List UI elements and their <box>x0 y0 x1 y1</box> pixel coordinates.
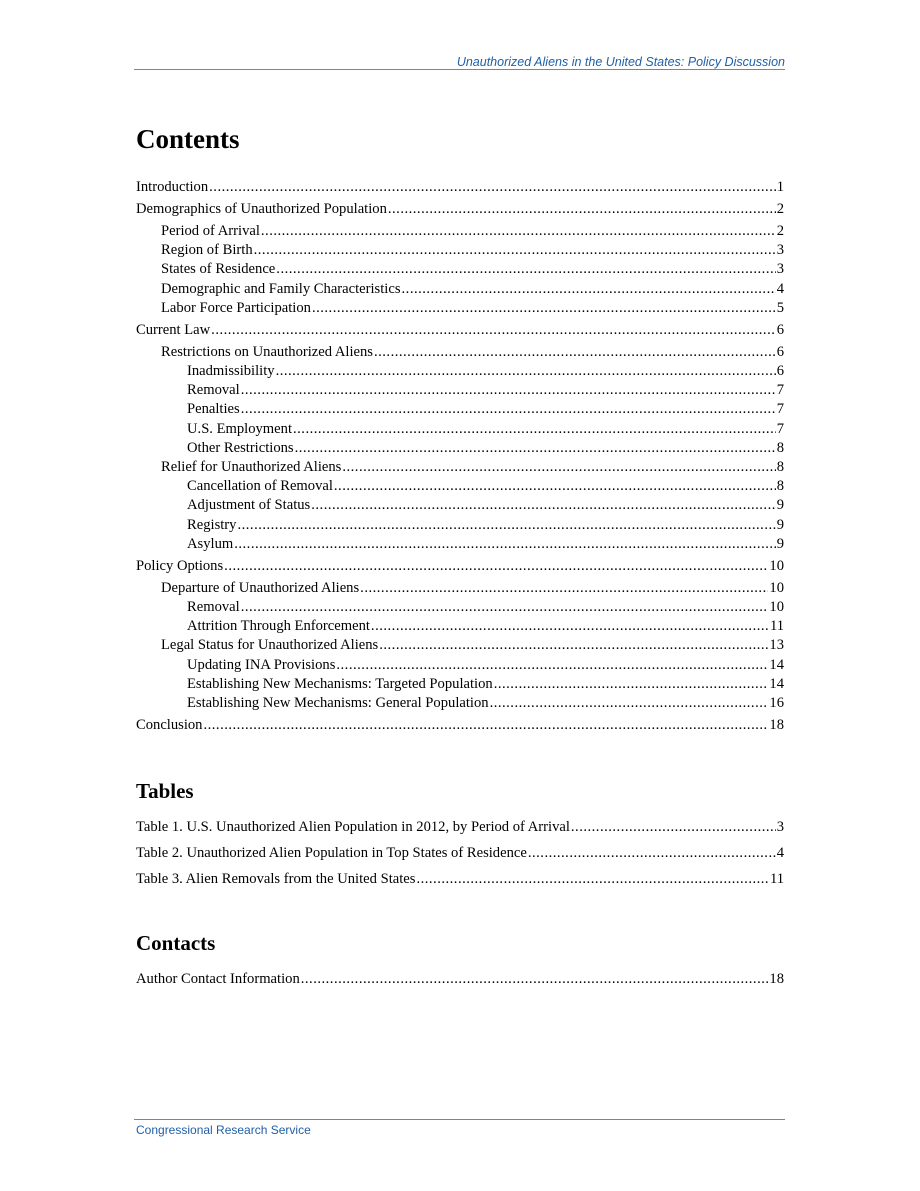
toc-entry[interactable] <box>187 617 784 635</box>
dot-leader <box>293 420 776 438</box>
dot-leader <box>371 617 769 635</box>
toc-entry-page: 7 <box>776 401 784 418</box>
toc-entry[interactable] <box>187 656 784 674</box>
dot-leader <box>360 579 768 597</box>
toc-entry-title: Labor Force Participation <box>161 299 311 316</box>
toc-entry-title: Establishing New Mechanisms: General Population <box>187 695 489 711</box>
toc-entry[interactable] <box>161 636 784 654</box>
toc-entry-title: Conclusion <box>136 717 203 733</box>
toc-entry-page: 13 <box>769 637 784 654</box>
toc-entry[interactable] <box>136 557 784 575</box>
toc-entry-page: 3 <box>776 261 784 278</box>
toc-entry[interactable] <box>161 222 784 240</box>
toc-entry[interactable] <box>187 381 784 399</box>
toc-entry-page: 10 <box>769 579 784 596</box>
dot-leader <box>311 496 775 514</box>
dot-leader <box>312 299 776 317</box>
dot-leader <box>388 200 776 218</box>
running-header: Unauthorized Aliens in the United States: Policy Discussion <box>456 55 785 69</box>
toc-entry-page: 6 <box>776 363 784 379</box>
toc-entry[interactable] <box>136 321 784 339</box>
toc-entry[interactable] <box>161 260 784 278</box>
toc-entry-title: States of Residence <box>161 261 276 278</box>
toc-entry[interactable] <box>136 818 784 836</box>
toc-entry-title: Penalties <box>187 401 240 418</box>
toc-entry-title: Table 2. Unauthorized Alien Population in Top States of Residence <box>136 845 527 861</box>
toc-entry-title: Author Contact Information <box>136 971 300 987</box>
tables-heading: Tables <box>136 779 194 803</box>
toc-entry-page: 6 <box>776 343 784 360</box>
toc-entry[interactable] <box>136 970 784 988</box>
toc-entry-title: Removal <box>187 382 240 399</box>
toc-entry-page: 1 <box>776 179 784 195</box>
toc-entry-title: Departure of Unauthorized Aliens <box>161 579 360 596</box>
dot-leader <box>402 280 776 298</box>
toc-entry-page: 9 <box>776 497 784 514</box>
contents-heading: Contents <box>136 124 240 154</box>
footer-org: Congressional Research Service <box>136 1123 311 1137</box>
toc-entry-page: 8 <box>776 459 784 475</box>
dot-leader <box>241 400 776 418</box>
toc-entry-title: Registry <box>187 516 237 533</box>
toc-entry-page: 10 <box>769 599 784 615</box>
toc-entry-title: Demographics of Unauthorized Population <box>136 201 387 217</box>
toc-entry-page: 9 <box>776 535 784 552</box>
dot-leader <box>261 222 776 240</box>
toc-entry[interactable] <box>187 362 784 380</box>
dot-leader <box>241 381 776 399</box>
toc-entry[interactable] <box>187 675 784 693</box>
toc-entry[interactable] <box>136 200 784 218</box>
toc-entry-title: Table 1. U.S. Unauthorized Alien Population in 2012, by Period of Arrival <box>136 819 570 835</box>
dot-leader <box>224 557 768 575</box>
toc-entry[interactable] <box>136 844 784 862</box>
toc-entry-page: 14 <box>769 675 784 692</box>
toc-entry-title: Adjustment of Status <box>187 497 311 514</box>
toc-entry-title: Table 3. Alien Removals from the United States <box>136 871 416 887</box>
toc-entry-page: 8 <box>776 478 784 495</box>
dot-leader <box>234 535 775 553</box>
toc-entry[interactable] <box>161 579 784 597</box>
toc-entry-title: Other Restrictions <box>187 439 294 456</box>
toc-entry-title: Policy Options <box>136 557 224 574</box>
toc-entry-title: Inadmissibility <box>187 363 275 379</box>
toc-entry-page: 4 <box>776 280 784 297</box>
toc-entry-title: Current Law <box>136 321 211 338</box>
dot-leader <box>571 818 776 836</box>
toc-entry-page: 5 <box>776 299 784 316</box>
toc-entry[interactable] <box>187 598 784 616</box>
toc-entry-page: 18 <box>769 717 784 733</box>
dot-leader <box>336 656 768 674</box>
toc-entry[interactable] <box>187 439 784 457</box>
dot-leader <box>416 870 768 888</box>
toc-entry-title: U.S. Employment <box>187 420 292 437</box>
dot-leader <box>301 970 769 988</box>
toc-entry[interactable] <box>187 694 784 712</box>
toc-entry-title: Period of Arrival <box>161 223 260 239</box>
toc-entry-title: Removal <box>187 599 240 615</box>
toc-entry-title: Establishing New Mechanisms: Targeted Population <box>187 675 493 692</box>
dot-leader <box>334 477 776 495</box>
toc-entry[interactable] <box>187 535 784 553</box>
toc-entry[interactable] <box>187 496 784 514</box>
dot-leader <box>379 636 768 654</box>
footer-rule <box>134 1119 785 1120</box>
toc-entry-page: 4 <box>776 845 784 861</box>
toc-entry-page: 9 <box>776 516 784 533</box>
toc-entry-title: Legal Status for Unauthorized Aliens <box>161 637 379 654</box>
toc-entry-title: Region of Birth <box>161 242 253 259</box>
dot-leader <box>276 260 775 278</box>
toc-entry[interactable] <box>187 400 784 418</box>
dot-leader <box>490 694 769 712</box>
toc-entry-page: 16 <box>769 695 784 711</box>
toc-entry-title: Attrition Through Enforcement <box>187 618 370 635</box>
toc-entry[interactable] <box>136 716 784 734</box>
toc-entry-page: 6 <box>776 321 784 338</box>
dot-leader <box>276 362 776 380</box>
toc-entry-title: Restrictions on Unauthorized Aliens <box>161 343 373 360</box>
dot-leader <box>211 321 776 339</box>
toc-entry[interactable] <box>187 477 784 495</box>
toc-entry[interactable] <box>161 343 784 361</box>
toc-entry[interactable] <box>136 870 784 888</box>
toc-entry-page: 2 <box>776 223 784 239</box>
toc-entry-title: Asylum <box>187 535 234 552</box>
toc-entry-page: 3 <box>776 242 784 259</box>
header-rule <box>134 69 785 70</box>
dot-leader <box>203 716 768 734</box>
toc-entry-page: 2 <box>776 201 784 217</box>
toc-entry-page: 14 <box>769 656 784 673</box>
toc-entry[interactable] <box>161 458 784 476</box>
toc-entry-page: 8 <box>776 439 784 456</box>
contacts-heading: Contacts <box>136 931 216 955</box>
toc-entry-title: Introduction <box>136 179 209 195</box>
toc-entry-page: 11 <box>769 871 784 887</box>
dot-leader <box>494 675 769 693</box>
toc-entry[interactable] <box>187 516 784 534</box>
toc-entry[interactable] <box>161 299 784 317</box>
toc-entry-page: 10 <box>769 557 784 574</box>
toc-entry-page: 7 <box>776 382 784 399</box>
toc-entry[interactable] <box>161 241 784 259</box>
dot-leader <box>241 598 769 616</box>
toc-entry[interactable] <box>187 420 784 438</box>
dot-leader <box>374 343 776 361</box>
toc-entry-title: Demographic and Family Characteristics <box>161 280 401 297</box>
toc-entry-page: 7 <box>776 420 784 437</box>
dot-leader <box>254 241 776 259</box>
toc-entry-page: 3 <box>776 819 784 835</box>
toc-entry-page: 18 <box>769 971 784 987</box>
toc-entry-title: Cancellation of Removal <box>187 478 333 495</box>
dot-leader <box>209 178 776 196</box>
dot-leader <box>237 516 775 534</box>
dot-leader <box>528 844 776 862</box>
toc-entry-title: Updating INA Provisions <box>187 656 336 673</box>
dot-leader <box>342 458 775 476</box>
toc-entry[interactable] <box>136 178 784 196</box>
toc-entry[interactable] <box>161 280 784 298</box>
toc-entry-page: 11 <box>769 618 784 635</box>
dot-leader <box>295 439 776 457</box>
toc-entry-title: Relief for Unauthorized Aliens <box>161 459 342 475</box>
